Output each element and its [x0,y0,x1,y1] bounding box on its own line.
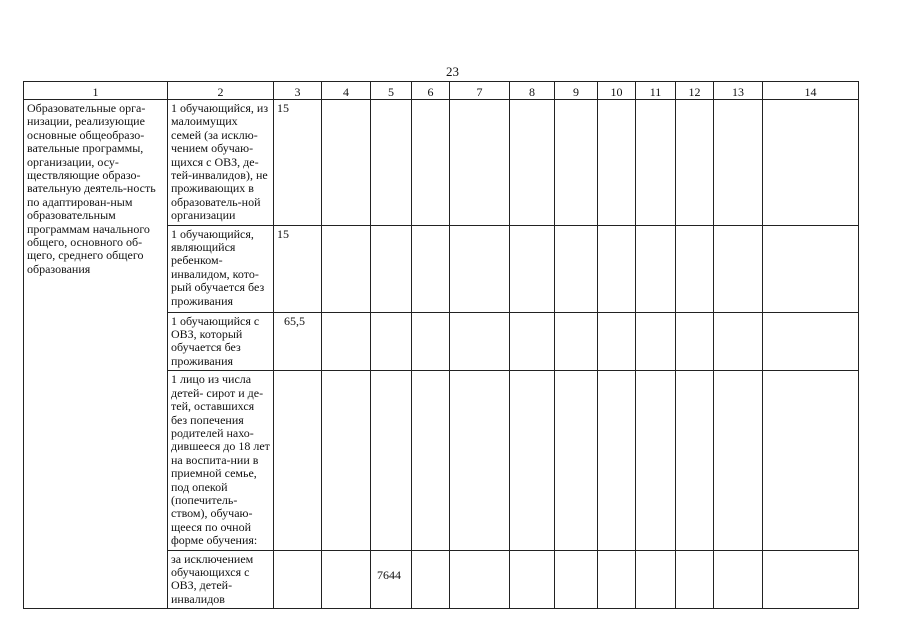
value-cell-col5 [371,100,412,226]
table-header-row [24,82,859,100]
empty-cell [636,225,676,312]
column-header: 4 [322,82,371,100]
empty-cell [763,312,859,371]
description-cell: за исключением обучающихся с ОВЗ, детей-инвалидов [168,550,274,609]
description-cell: 1 обучающийся, из малоимущих семей (за исклю-чением обучаю-щихся с ОВЗ, де-тей-инвалидов), не проживающих в образователь-ной организации [168,100,274,226]
empty-cell [714,100,763,226]
empty-cell [322,550,371,609]
column-header: 2 [168,82,274,100]
value-cell-col5 [371,312,412,371]
description-cell: 1 обучающийся с ОВЗ, который обучается без проживания [168,312,274,371]
empty-cell [636,312,676,371]
empty-cell [322,225,371,312]
empty-cell [510,371,555,550]
empty-cell [676,100,714,226]
empty-cell [714,225,763,312]
empty-cell [763,100,859,226]
empty-cell [450,312,510,371]
empty-cell [598,550,636,609]
empty-cell [412,550,450,609]
empty-cell [322,100,371,226]
column-header: 14 [763,82,859,100]
empty-cell [450,550,510,609]
column-header: 5 [371,82,412,100]
column-header: 1 [24,82,168,100]
column-header: 10 [598,82,636,100]
organization-cell: Образовательные орга-низации, реализующие основные общеобразо-вательные программы, организации, осу-ществляющие образо-вательную деятель-ность по адаптирован-ным образовательным программам начального общего, основного об-щего, среднего общего образования [24,100,168,609]
empty-cell [555,100,598,226]
value-cell-col3: 15 [274,225,322,312]
empty-cell [555,312,598,371]
column-header: 8 [510,82,555,100]
empty-cell [510,312,555,371]
column-header: 12 [676,82,714,100]
value-cell-col3: 65,5 [274,312,322,371]
description-cell: 1 лицо из числа детей- сирот и де-тей, оставшихся без попечения родителей нахо-дившееся до 18 лет на воспита-нии в приемной семье, под опекой (попечитель-ством), обучаю-щееся по очной форме обучения: [168,371,274,550]
empty-cell [450,225,510,312]
empty-cell [598,312,636,371]
column-header: 7 [450,82,510,100]
empty-cell [598,371,636,550]
empty-cell [510,550,555,609]
empty-cell [676,371,714,550]
empty-cell [636,550,676,609]
empty-cell [676,225,714,312]
empty-cell [636,100,676,226]
empty-cell [555,225,598,312]
empty-cell [636,371,676,550]
empty-cell [555,371,598,550]
empty-cell [412,312,450,371]
value-cell-col3: 15 [274,100,322,226]
empty-cell [676,550,714,609]
empty-cell [412,100,450,226]
empty-cell [510,225,555,312]
empty-cell [598,100,636,226]
column-header: 13 [714,82,763,100]
value-cell-col5 [371,371,412,550]
empty-cell [763,550,859,609]
empty-cell [322,371,371,550]
value-cell-col3 [274,371,322,550]
empty-cell [714,312,763,371]
value-cell-col5: 7644 [371,550,412,609]
empty-cell [412,225,450,312]
empty-cell [714,550,763,609]
value-cell-col5 [371,225,412,312]
empty-cell [555,550,598,609]
table-row [24,100,859,226]
empty-cell [763,371,859,550]
empty-cell [763,225,859,312]
column-header: 6 [412,82,450,100]
empty-cell [598,225,636,312]
column-header: 9 [555,82,598,100]
empty-cell [450,100,510,226]
page-number: 23 [446,64,459,79]
data-table [23,81,859,609]
empty-cell [322,312,371,371]
empty-cell [450,371,510,550]
description-cell: 1 обучающийся, являющийся ребенком-инвалидом, кото-рый обучается без проживания [168,225,274,312]
column-header: 11 [636,82,676,100]
value-cell-col3 [274,550,322,609]
empty-cell [510,100,555,226]
empty-cell [676,312,714,371]
empty-cell [714,371,763,550]
column-header: 3 [274,82,322,100]
empty-cell [412,371,450,550]
